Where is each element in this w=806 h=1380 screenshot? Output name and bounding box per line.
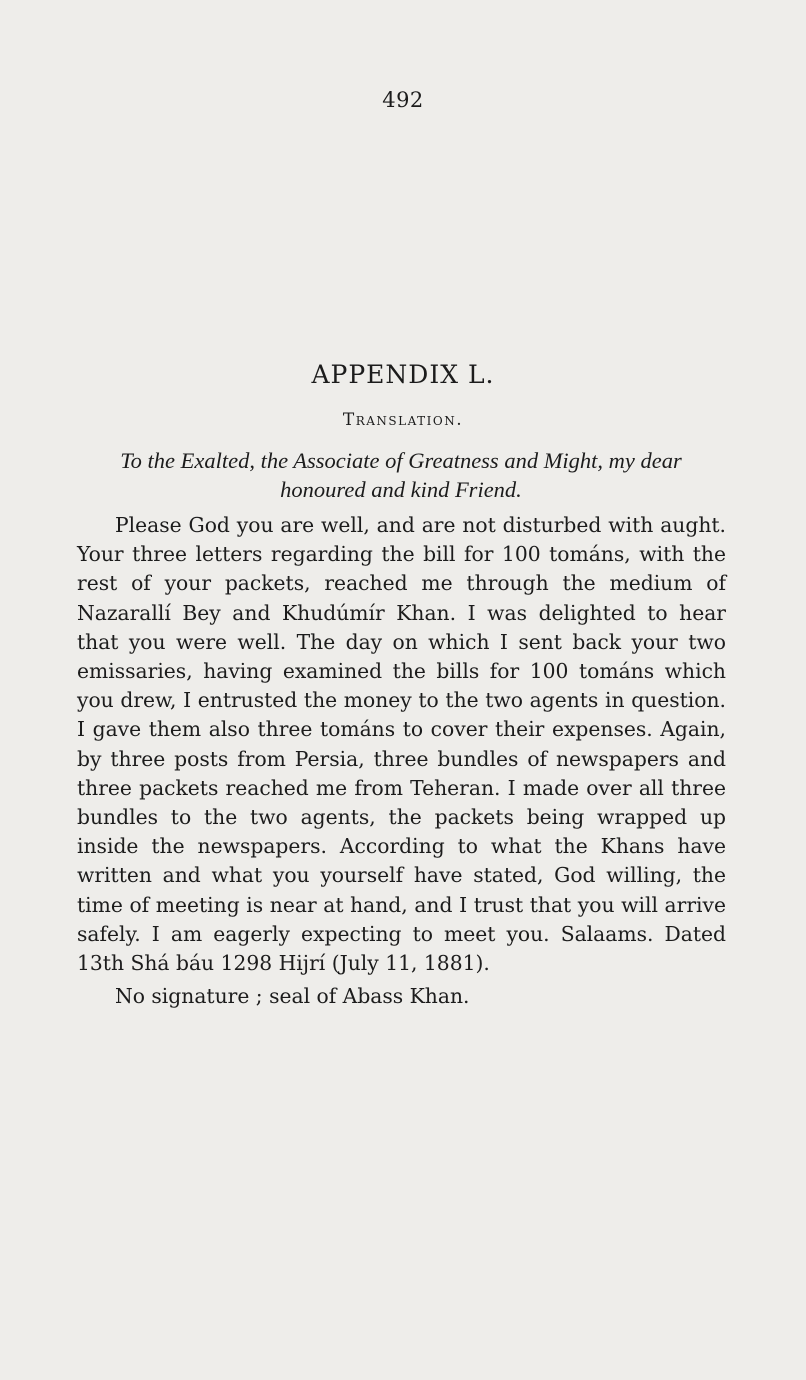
letter-salutation: To the Exalted, the Associate of Greatness and Might, my dear honoured and kind Friend.: [120, 448, 682, 502]
signature-note: No signature ; seal of Abass Khan.: [115, 984, 470, 1008]
letter-body: Please God you are well, and are not disturbed with aught. Your three letters regarding the bill for 100 tománs, with the rest of your packets, reached me through the medium of Nazarallí Bey and Khudúmír Khan. I was delighted to hear that you were well. The day on which I sent back your two emissaries, having examined the bills for 100 tománs which you drew, I entrusted the money to the two agents in question. I gave them also three tománs to cover their expenses. Again, by three posts from Persia, three bundles of newspapers and three packets reached me from Teheran. I made over all three bundles to the two agents, the packets being wrapped up inside the newspapers. According to what the Khans have written and what you yourself have stated, God willing, the time of meeting is near at hand, and I trust that you will arrive safely. I am eagerly expecting to meet you. Salaams. Dated 13th Shá báu 1298 Hijrí (July 11, 1881).: [77, 513, 726, 976]
appendix-title: APPENDIX L.: [311, 360, 495, 389]
section-heading: Translation.: [342, 410, 464, 430]
page-number: 492: [382, 88, 424, 112]
